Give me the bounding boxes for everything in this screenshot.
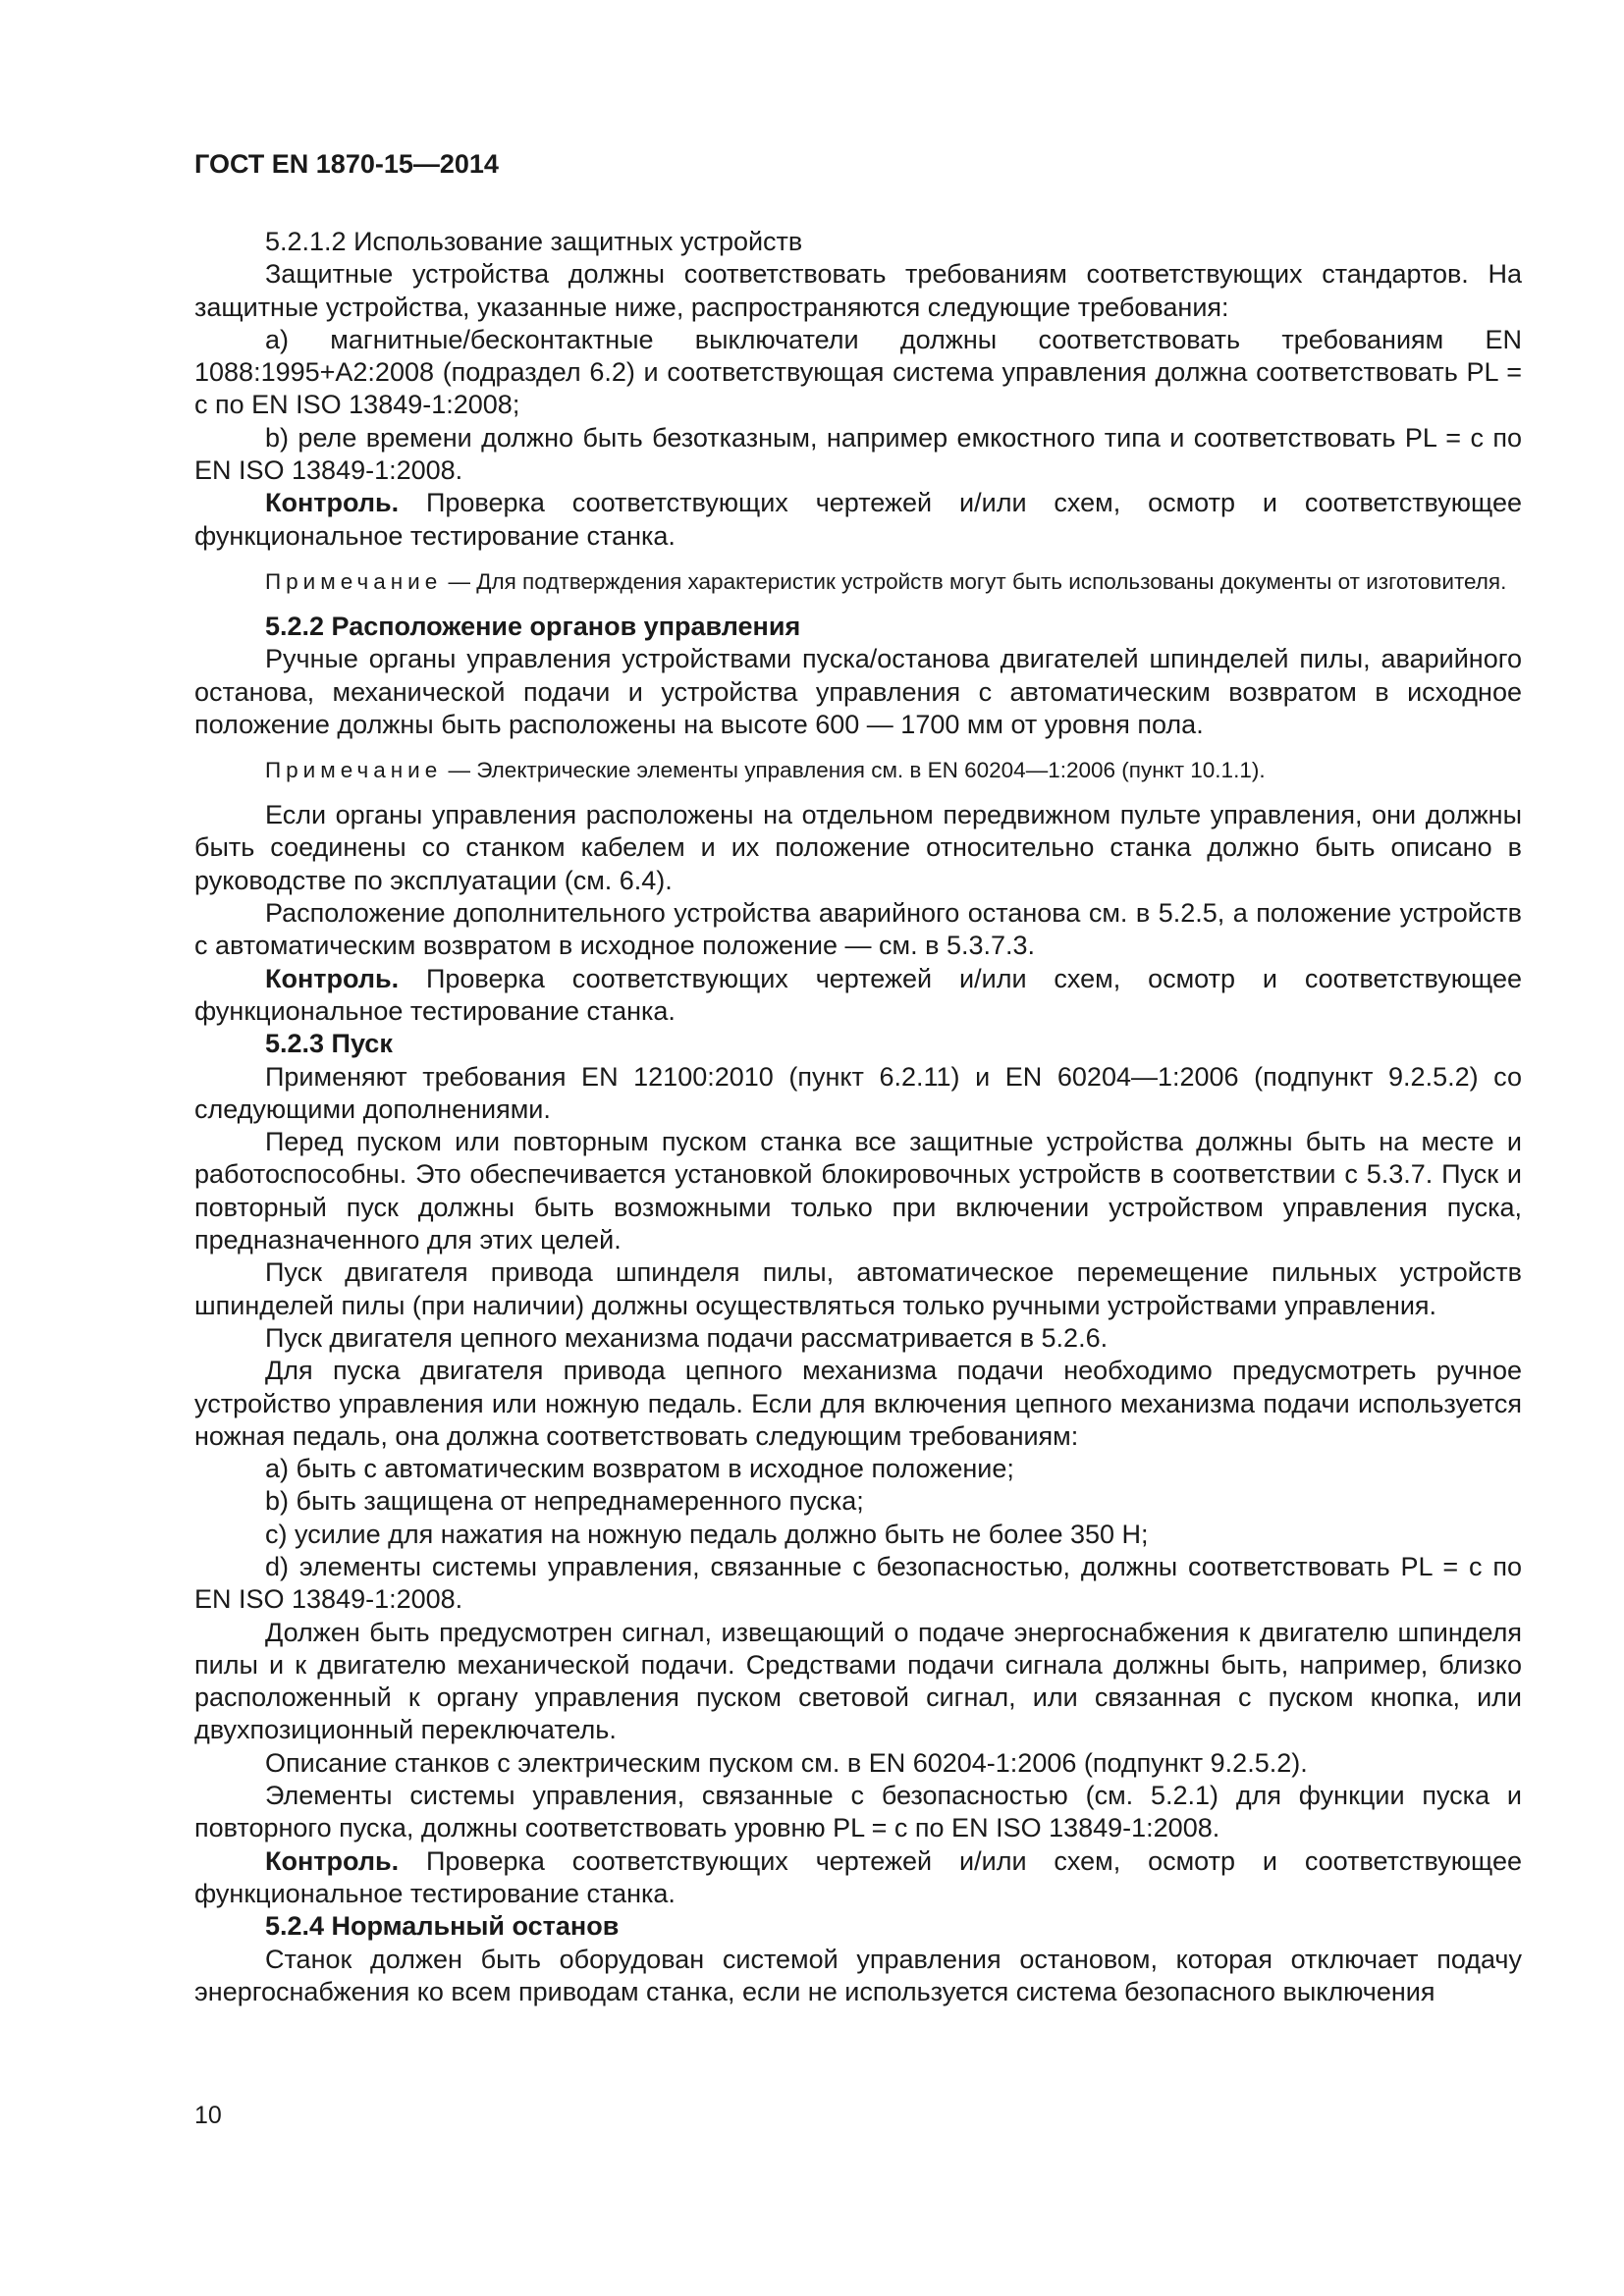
control-label: Контроль. [265,488,400,518]
control-paragraph [194,963,1522,1029]
document-body [194,226,1522,2008]
note-label: Примечание [265,568,443,594]
paragraph: Ручные органы управления устройствами пуска/останова двигателей шпинделей пилы, аварийного останова, механической подачи и устройства управления с автоматическим возвратом в исходное положение должны быть расположены на высоте 600 — 1700 мм от уровня пола. [194,644,1522,739]
control-paragraph [194,487,1522,553]
paragraph: Пуск двигателя цепного механизма подачи рассматривается в 5.2.6. [265,1322,1109,1353]
page-number: 10 [194,2102,222,2129]
control-text: Проверка соответствующих чертежей и/или схем, осмотр и соответствующее функциональное тестирование станка. [194,1845,1522,1908]
paragraph: Применяют требования EN 12100:2010 (пункт 6.2.11) и EN 60204—1:2006 (подпункт 9.2.5.2) со следующими дополнениями. [194,1061,1522,1124]
control-label: Контроль. [265,1845,400,1876]
note-label: Примечание [265,758,443,783]
note-text: — Электрические элементы управления см. в EN 60204—1:2006 (пункт 10.1.1). [448,758,1266,783]
paragraph: Перед пуском или повторным пуском станка все защитные устройства должны быть на месте и работоспособны. Это обеспечивается установкой блокировочных устройств в соответствии с 5.3.7. Пуск и повторный пуск должны быть возможными только при включении устройством управления пуска, предназначенного для этих целей. [194,1127,1522,1255]
paragraph: Должен быть предусмотрен сигнал, извещающий о подаче энергоснабжения к двигателю шпинделя пилы и к двигателю механической подачи. Средствами подачи сигнала должны быть, например, близко расположенный к органу управления пуском световой сигнал, или связанная с пуском кнопка, или двухпозиционный переключатель. [194,1617,1522,1745]
section-5-2-3-title: 5.2.3 Пуск [265,1029,393,1059]
paragraph: Расположение дополнительного устройства аварийного останова см. в 5.2.5, а положение устройств с автоматическим возвратом в исходное положение — см. в 5.3.7.3. [194,898,1522,961]
paragraph: Для пуска двигателя привода цепного механизма подачи необходимо предусмотреть ручное устройство управления или ножную педаль. Если для включения цепного механизма подачи используется ножная педаль, она должна соответствовать следующим требованиям: [194,1356,1522,1451]
list-item-c: c) усилие для нажатия на ножную педаль должно быть не более 350 Н; [265,1519,1149,1549]
section-5-2-1-2-title: 5.2.1.2 Использование защитных устройств [265,227,803,256]
list-item-b: b) быть защищена от непреднамеренного пуска; [265,1486,864,1517]
section-5-2-2-title: 5.2.2 Расположение органов управления [265,611,801,641]
list-item-a: а) магнитные/бесконтактные выключатели должны соответствовать требованиям EN 1088:1995+А2:2008 (подраздел 6.2) и соответствующая система управления должна соответствовать PL = c по EN ISO 13849-1:2008; [194,324,1522,420]
document-header: ГОСТ EN 1870-15—2014 [194,149,499,179]
paragraph: Пуск двигателя привода шпинделя пилы, автоматическое перемещение пильных устройств шпинделей пилы (при наличии) должны осуществляться только ручными устройствами управления. [194,1257,1522,1320]
list-item-a: а) быть с автоматическим возвратом в исходное положение; [265,1454,1014,1484]
list-item-b: b) реле времени должно быть безотказным, например емкостного типа и соответствовать PL = c по EN ISO 13849-1:2008. [194,422,1522,486]
paragraph: Если органы управления расположены на отдельном передвижном пульте управления, они должны быть соединены со станком кабелем и их положение относительно станка должно быть описано в руководстве по эксплуатации (см. 6.4). [194,800,1522,895]
note [194,566,1522,597]
note-text: — Для подтверждения характеристик устройств могут быть использованы документы от изготовителя. [448,568,1507,594]
paragraph: Описание станков с электрическим пуском см. в EN 60204-1:2006 (подпункт 9.2.5.2). [265,1747,1308,1778]
list-item-d: d) элементы системы управления, связанные с безопасностью, должны соответствовать PL = c по EN ISO 13849-1:2008. [194,1551,1522,1615]
paragraph: Защитные устройства должны соответствовать требованиям соответствующих стандартов. На защитные устройства, указанные ниже, распространяются следующие требования: [194,259,1522,322]
paragraph: Элементы системы управления, связанные с безопасностью (см. 5.2.1) для функции пуска и повторного пуска, должны соответствовать уровню PL = c по EN ISO 13849-1:2008. [194,1781,1522,1843]
note [194,755,1522,785]
control-label: Контроль. [265,963,400,993]
control-paragraph [194,1845,1522,1911]
paragraph: Станок должен быть оборудован системой управления остановом, которая отключает подачу энергоснабжения ко всем приводам станка, если не используется система безопасного выключения [194,1944,1522,2006]
section-5-2-4-title: 5.2.4 Нормальный останов [265,1911,620,1942]
control-text: Проверка соответствующих чертежей и/или схем, осмотр и соответствующее функциональное тестирование станка. [194,963,1522,1026]
control-text: Проверка соответствующих чертежей и/или схем, осмотр и соответствующее функциональное тестирование станка. [194,488,1522,551]
